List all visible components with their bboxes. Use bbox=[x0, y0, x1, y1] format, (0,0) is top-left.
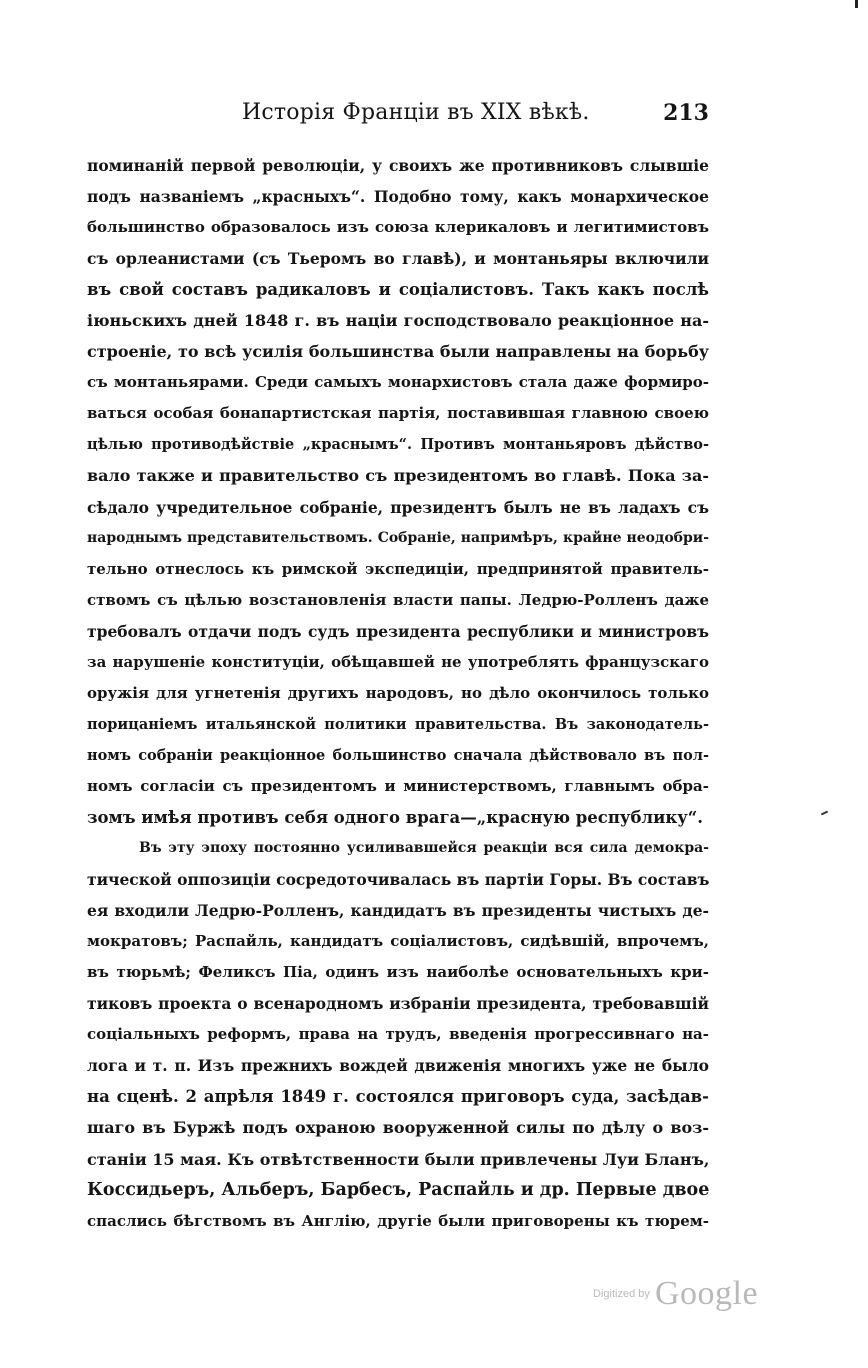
text-line: лога и т. п. Изъ прежнихъ вождей движенія многихъ уже не было bbox=[87, 1056, 709, 1076]
text-line: въ тюрьмѣ; Феликсъ Піа, одинъ изъ наиболѣе основательныхъ кри- bbox=[87, 963, 709, 982]
text-line: вало также и правительство съ президентомъ во главѣ. Пока за- bbox=[87, 466, 709, 486]
text-line: порицаніемъ итальянской политики правительства. Въ законодатель- bbox=[87, 715, 709, 733]
watermark-brand: Google bbox=[654, 1275, 759, 1312]
text-line: за нарушеніе конституціи, обѣщавшей не употреблять французскаго bbox=[87, 652, 709, 671]
text-line: тической оппозиціи сосредоточивалась въ партіи Горы. Въ составъ bbox=[87, 870, 710, 890]
text-line: съ орлеанистами (съ Тьеромъ во главѣ), и монтаньяры включили bbox=[87, 249, 709, 269]
digitized-watermark bbox=[593, 1275, 758, 1313]
text-line: поминаній первой революціи, у своихъ же противниковъ слывшіе bbox=[87, 156, 709, 175]
running-head bbox=[87, 100, 709, 140]
text-line: Коссидьеръ, Альберъ, Барбесъ, Распайль и др. Первые двое bbox=[87, 1179, 710, 1200]
text-line: спаслись бѣгствомъ въ Англію, другіе были приговорены къ тюрем- bbox=[87, 1211, 709, 1230]
text-line: номъ согласіи съ президентомъ и министерствомъ, главнымъ обра- bbox=[87, 776, 709, 795]
text-line: цѣлью противодѣйствіе „краснымъ“. Противъ монтаньяровъ дѣйство- bbox=[87, 436, 709, 454]
text-line: ваться особая бонапартистская партія, поставившая главною своею bbox=[87, 404, 709, 423]
text-line: на сценѣ. 2 апрѣля 1849 г. состоялся приговоръ суда, засѣдав- bbox=[87, 1087, 709, 1107]
text-line: народнымъ представительствомъ. Собраніе, напримѣръ, крайне неодобри- bbox=[87, 529, 709, 546]
running-title: Исторія Франціи въ XIX вѣкѣ. bbox=[242, 100, 590, 125]
text-line: большинство образовалось изъ союза клерикаловъ и легитимистовъ bbox=[87, 218, 709, 237]
text-line: станіи 15 мая. Къ отвѣтственности были привлечены Луи Бланъ, bbox=[87, 1149, 710, 1169]
text-line: съ монтаньярами. Среди самыхъ монархистовъ стала даже формиро- bbox=[87, 373, 709, 392]
text-line: номъ собраніи реакціонное большинство сначала дѣйствовало въ пол- bbox=[87, 746, 709, 764]
text-line: оружія для угнетенія другихъ народовъ, но дѣло окончилось только bbox=[87, 683, 709, 702]
ink-speck bbox=[821, 811, 828, 816]
text-line: подъ названіемъ „красныхъ“. Подобно тому, какъ монархическое bbox=[87, 187, 709, 207]
page-edge-mark bbox=[855, 0, 858, 8]
text-line: іюньскихъ дней 1848 г. въ націи господствовало реакціонное на- bbox=[87, 311, 709, 331]
text-line: соціальныхъ реформъ, права на трудъ, введенія прогрессивнаго на- bbox=[87, 1025, 709, 1044]
text-line: шаго въ Буржѣ подъ охраною вооруженной силы по дѣлу о воз- bbox=[87, 1118, 709, 1138]
page-number: 213 bbox=[663, 100, 709, 126]
paragraph-2 bbox=[87, 833, 709, 1237]
text-line: Въ эту эпоху постоянно усиливавшейся реакціи вся сила демокра- bbox=[139, 840, 709, 857]
text-line: строеніе, то всѣ усилія большинства были направлены на борьбу bbox=[87, 342, 709, 362]
watermark-prefix: Digitized by bbox=[593, 1288, 650, 1300]
text-line: ея входили Ледрю-Ролленъ, кандидатъ въ президенты чистыхъ де- bbox=[87, 901, 709, 921]
text-line: тельно отнеслось къ римской экспедиціи, предпринятой правитель- bbox=[87, 559, 709, 578]
text-line: въ свой составъ радикаловъ и соціалистовъ. Такъ какъ послѣ bbox=[87, 280, 709, 300]
text-line: ствомъ съ цѣлью возстановленія власти папы. Ледрю-Ролленъ даже bbox=[87, 590, 709, 609]
text-line: тиковъ проекта о всенародномъ избраніи президента, требовавшій bbox=[87, 994, 709, 1014]
text-line: мократовъ; Распайль, кандидатъ соціалистовъ, сидѣвшій, впрочемъ, bbox=[87, 932, 709, 951]
text-line: зомъ имѣя противъ себя одного врага—„красную республику“. bbox=[87, 807, 704, 827]
body-text bbox=[87, 150, 709, 1237]
paragraph-1 bbox=[87, 150, 709, 833]
text-line: сѣдало учредительное собраніе, президентъ былъ не въ ладахъ съ bbox=[87, 497, 709, 517]
text-line: требовалъ отдачи подъ судъ президента республики и министровъ bbox=[87, 621, 709, 641]
